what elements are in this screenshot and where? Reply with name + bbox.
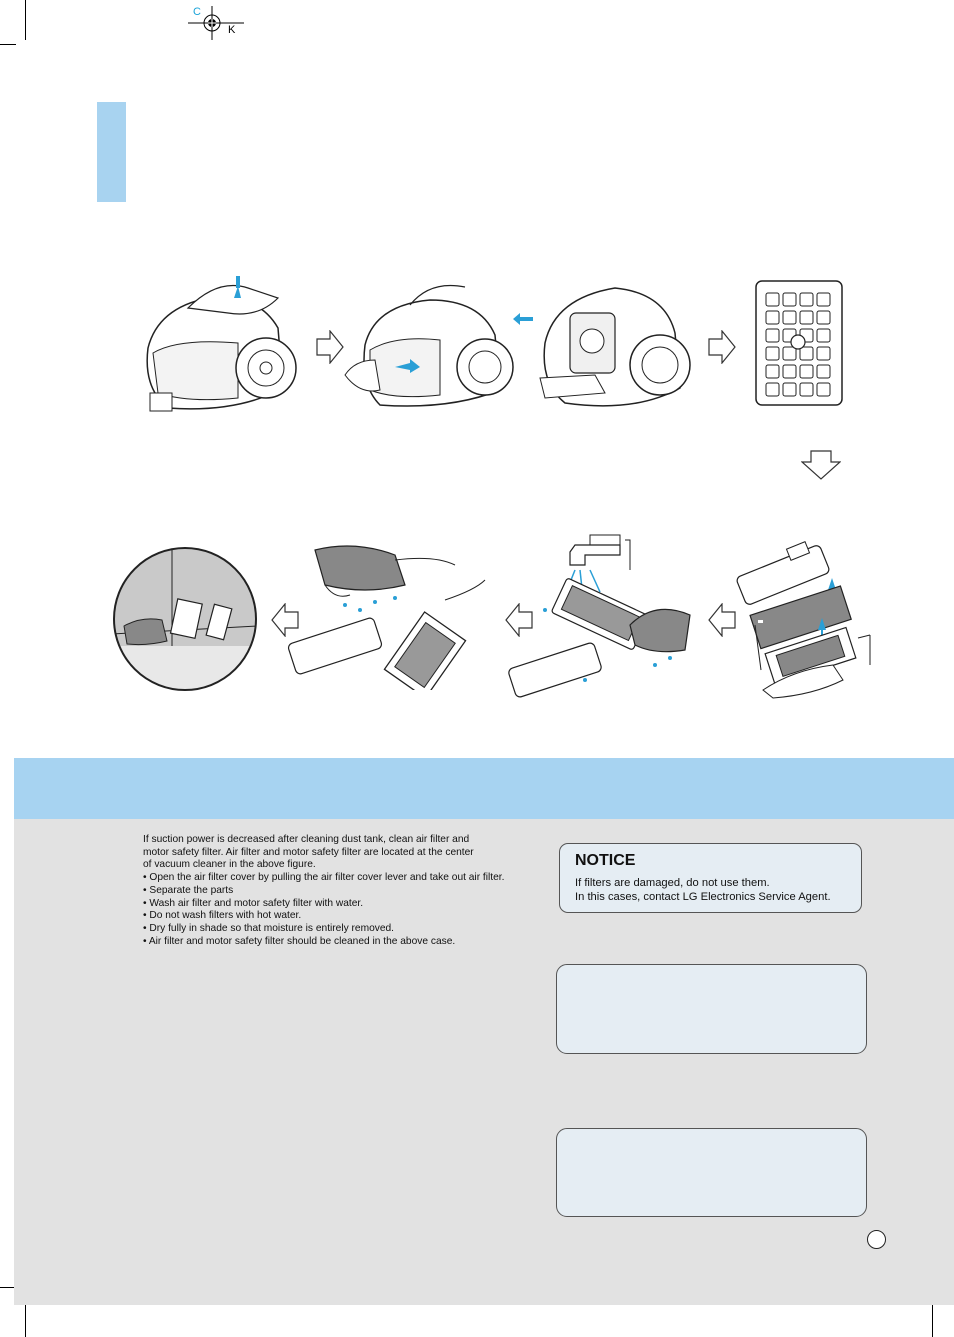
air-filter-front-illustration xyxy=(754,279,844,409)
info-box-empty xyxy=(556,964,867,1054)
vacuum-pull-cover-illustration xyxy=(340,275,515,425)
notice-box xyxy=(559,843,862,913)
instruction-line: • Separate the parts xyxy=(143,884,234,896)
vacuum-press-lever-illustration xyxy=(138,268,298,428)
drying-filters-in-shade-illustration xyxy=(112,546,258,692)
page-number-circle xyxy=(867,1230,886,1249)
instruction-line: • Dry fully in shade so that moisture is entirely removed. xyxy=(143,922,394,934)
crop-mark-top-left-horizontal xyxy=(0,44,16,45)
wringing-filter-illustration xyxy=(285,540,495,690)
crop-mark-bottom-left-vertical xyxy=(25,1300,26,1337)
separating-filter-parts-illustration xyxy=(733,530,878,700)
instructions-text xyxy=(143,834,533,948)
info-box-empty xyxy=(556,1128,867,1217)
step-arrow-left-icon xyxy=(708,603,736,637)
instruction-line: • Open the air filter cover by pulling the air filter cover lever and take out air filter. xyxy=(143,872,505,884)
instruction-line: • Wash air filter and motor safety filter with water. xyxy=(143,897,364,909)
crop-mark-top-left-vertical xyxy=(25,0,26,40)
instruction-line: of vacuum cleaner in the above figure. xyxy=(143,859,316,871)
notice-title: NOTICE xyxy=(575,852,636,869)
vacuum-open-cover-illustration xyxy=(535,283,695,428)
notice-line-1: If filters are damaged, do not use them. xyxy=(575,877,770,889)
washing-filter-under-tap-illustration xyxy=(505,530,700,705)
notice-line-2: In this cases, contact LG Electronics Service Agent. xyxy=(575,891,831,903)
blue-direction-arrow-icon xyxy=(513,313,533,325)
instruction-line: • Air filter and motor safety filter should be cleaned in the above case. xyxy=(143,935,456,947)
instruction-line: motor safety filter. Air filter and motor safety filter are located at the center xyxy=(143,846,474,858)
section-header-banner xyxy=(14,758,954,819)
crop-mark-bottom-right-vertical xyxy=(932,1300,933,1337)
registration-k-label: K xyxy=(228,24,236,36)
step-arrow-down-icon xyxy=(801,450,841,480)
instruction-line: • Do not wash filters with hot water. xyxy=(143,910,302,922)
step-arrow-right-icon xyxy=(708,330,736,364)
registration-c-label: C xyxy=(193,6,201,18)
instruction-line: If suction power is decreased after cleaning dust tank, clean air filter and xyxy=(143,834,470,845)
section-tab xyxy=(97,102,126,202)
